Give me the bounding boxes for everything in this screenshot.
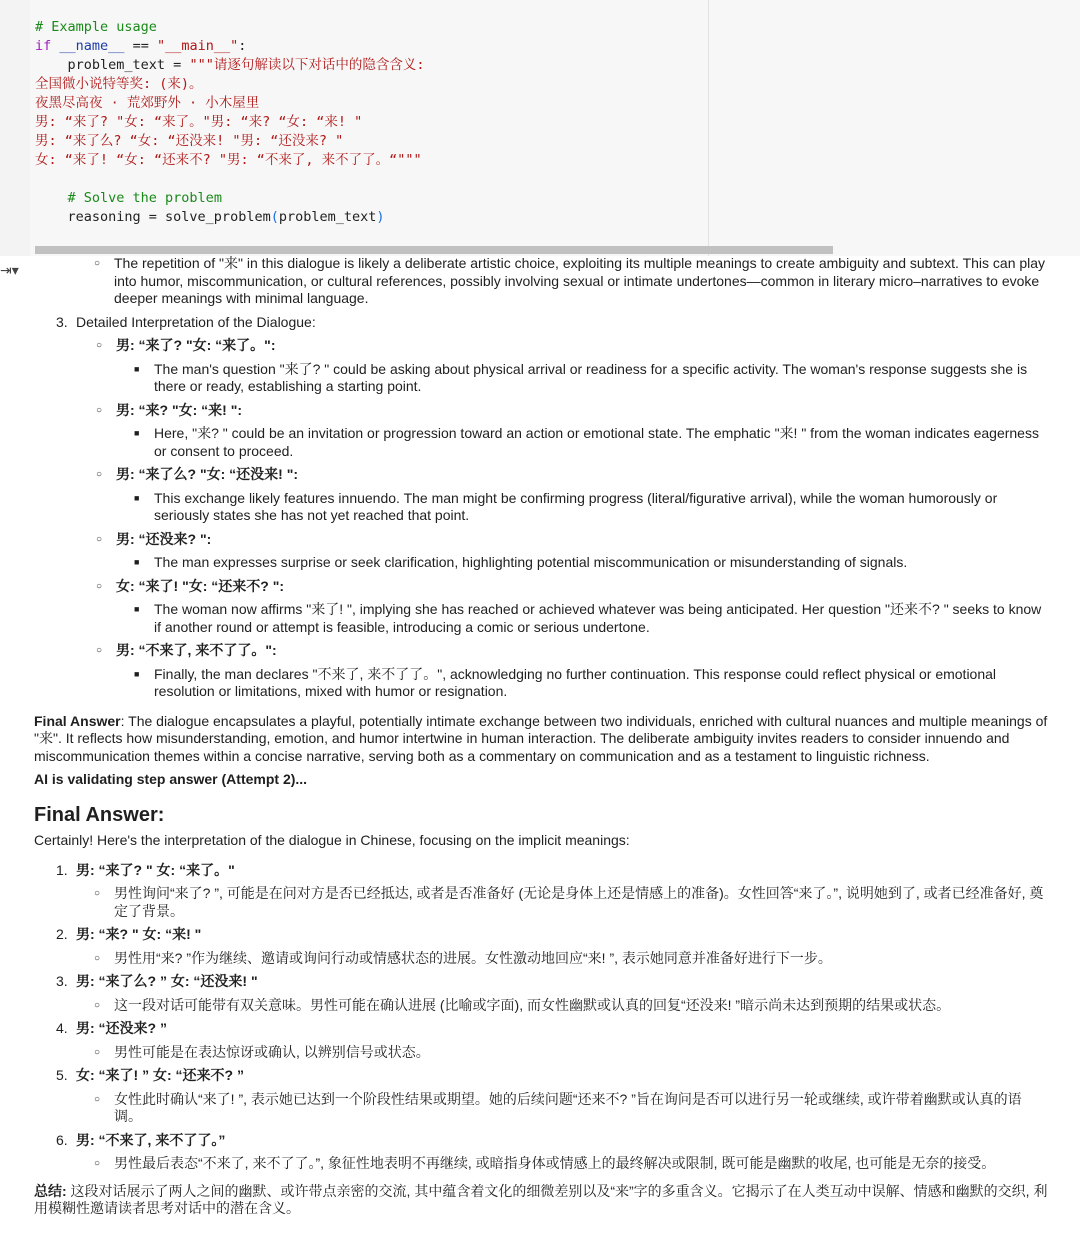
intro-bullet: ○ The repetition of "来" in this dialogue is likely a deliberate artistic choice, exploiting its multiple meanings to create ambiguity and subtext. This can play into humor, miscommunication, or cultural references, possibly involving sexual or intimate undertones—common in literary micro–narratives to evoke deeper meanings with minimal language.	[94, 255, 1046, 306]
list-item	[94, 997, 1049, 1015]
final-item-number: 3.	[56, 973, 68, 989]
list-item	[94, 1091, 1049, 1126]
output-toggle-icon[interactable]: ⇥▾	[0, 263, 19, 279]
section-3: 3. Detailed Interpretation of the Dialogue:	[56, 313, 316, 330]
final-item-heading-text: 男: “来? " 女: “来! "	[76, 926, 202, 942]
subsection-heading-text: 男: “来了么? "女: “还没来! ":	[116, 466, 299, 482]
circle-bullet-icon: ○	[96, 340, 103, 351]
circle-bullet-icon: ○	[96, 533, 103, 545]
square-bullet-icon: ■	[134, 363, 140, 374]
final-item-number: 1.	[56, 861, 68, 878]
list-item	[134, 361, 1049, 396]
circle-bullet-icon: ○	[96, 404, 103, 416]
list-item	[94, 1155, 1049, 1173]
circle-bullet-icon: ○	[94, 1046, 101, 1058]
list-item-text: 女性此时确认“来了! ”, 表示她已达到一个阶段性结果或期望。她的后续问题“还来不? ”旨在询问是否可以进行另一轮或继续, 或许带着幽默或认真的语调。	[114, 1090, 1022, 1124]
code-line: 女: “来了! “女: “还来不? "男: “不来了, 来不了了。“"""	[35, 152, 422, 168]
code-line: 男: “来了? "女: “来了。"男: “来? “女: “来! "	[35, 114, 363, 130]
square-bullet-icon: ■	[134, 557, 140, 567]
final-item-heading	[56, 1132, 1049, 1150]
code-line: 夜黑尽高夜 · 荒郊野外 · 小木屋里	[35, 95, 260, 111]
circle-bullet-icon: ○	[94, 1093, 101, 1105]
square-bullet-icon: ■	[134, 492, 140, 503]
final-item-number: 2.	[56, 926, 68, 942]
circle-bullet-icon: ○	[94, 952, 101, 964]
final-item-heading	[56, 1020, 1049, 1038]
final-intro: Certainly! Here's the interpretation of the dialogue in Chinese, focusing on the implicit meanings:	[34, 832, 630, 848]
final-item-heading-text: 女: “来了! ” 女: “还来不? ”	[76, 1067, 244, 1083]
list-item	[94, 885, 1049, 920]
status-text: AI is validating step answer (Attempt 2)...	[34, 771, 308, 787]
subsection-heading	[96, 578, 1049, 596]
subsection-heading-text: 女: “来了! "女: “还来不? ":	[116, 577, 285, 594]
code-line: 男: “来了么? “女: “还没来! "男: “还没来? "	[35, 133, 344, 149]
subsection-heading	[96, 642, 1049, 660]
square-bullet-icon: ■	[134, 668, 140, 679]
circle-bullet-icon: ○	[96, 469, 103, 480]
subsection-heading	[96, 531, 1049, 549]
list-item-text: Finally, the man declares "不来了, 来不了了。", acknowledging no further continuation. This response could reflect physical or emotional resolution or limitations, mixed with humor or resignation.	[154, 665, 997, 699]
final-item-heading-text: 男: “还没来? ”	[76, 1020, 167, 1036]
final-item-heading	[56, 1067, 1049, 1085]
cell-divider	[708, 0, 709, 256]
list-item-text: The woman now affirms "来了! ", implying she has reached or achieved whatever was being anticipated. Her question "还来不? " seeks to know if another round or attempt is feasible, introducing a comic or serious undertone.	[154, 601, 1042, 635]
code-cell[interactable]	[30, 0, 1080, 256]
list-item-text: The man's question "来了? " could be asking about physical arrival or readiness for a specific activity. The woman's response suggests she is there or ready, establishing a starting point.	[154, 360, 1028, 394]
subsection-heading-text: 男: “来? "女: “来! ":	[116, 401, 243, 418]
final-item-number: 5.	[56, 1067, 68, 1083]
list-item	[94, 1044, 1049, 1062]
final-item-number: 6.	[56, 1131, 68, 1148]
square-bullet-icon: ■	[134, 604, 140, 614]
list-item-text: This exchange likely features innuendo. The man might be confirming progress (literal/figurative arrival), while the woman humorously or seriously states she has not yet reached that point.	[154, 489, 998, 523]
code-line: 全国微小说特等奖: (来)。	[35, 76, 203, 92]
subsection-heading	[96, 466, 1049, 484]
list-item	[134, 490, 1049, 525]
final-item-heading-text: 男: “来了? " 女: “来了。"	[76, 861, 235, 878]
list-item	[134, 554, 1049, 572]
circle-bullet-icon: ○	[94, 999, 101, 1011]
subsection-heading-text: 男: “来了? "女: “来了。":	[116, 337, 276, 353]
code-block: # Example usage if __name__ == "__main__": problem_text = """请逐句解读以下对话中的隐含含义: 全国微小说特等奖: (来)。 夜黑尽高夜 · 荒郊野外 · 小木屋里 男: “来了? "女: “来了。"男: “来? “女: “来! " 男: “来了么? “女: “还没来! "男: “还没来? " 女: “来了! “女: “还来不? "男: “不来了, 来不了了。“""" # Solve the problem reasoning = solve_problem(problem_text)	[35, 19, 425, 225]
list-item	[134, 425, 1049, 460]
list-item-text: 男性最后表态“不来了, 来不了了。”, 象征性地表明不再继续, 或暗指身体或情感上的最终解决或限制, 既可能是幽默的收尾, 也可能是无奈的接受。	[114, 1155, 996, 1171]
list-item-text: 男性询问“来了? ”, 可能是在问对方是否已经抵达, 或者是否准备好 (无论是身体上还是情感上的准备)。女性回答“来了。”, 说明她到了, 或者已经准备好, 奠定了背景。	[114, 885, 1044, 919]
list-item	[134, 666, 1049, 701]
square-bullet-icon: ■	[134, 428, 140, 438]
final-item-heading-text: 男: “不来了, 来不了了。”	[76, 1131, 226, 1148]
list-item-text: The man expresses surprise or seek clarification, highlighting potential miscommunication or misunderstanding of signals.	[154, 554, 908, 570]
list-item	[94, 950, 1049, 968]
subsection-heading-text: 男: “不来了, 来不了了。":	[116, 642, 277, 658]
list-item-text: 这一段对话可能带有双关意味。男性可能在确认进展 (比喻或字面), 而女性幽默或认真的回复“还没来! ”暗示尚未达到预期的结果或状态。	[114, 996, 951, 1013]
final-item-heading-text: 男: “来了么? ” 女: “还没来! "	[76, 973, 258, 989]
circle-bullet-icon: ○	[94, 888, 101, 899]
subsection-heading	[96, 402, 1049, 420]
output-content	[34, 254, 1049, 1218]
list-item-text: 男性可能是在表达惊讶或确认, 以辨别信号或状态。	[114, 1043, 430, 1060]
subsection-heading	[96, 337, 1049, 355]
circle-bullet-icon: ○	[94, 1158, 101, 1169]
circle-bullet-icon: ○	[96, 580, 103, 592]
circle-bullet-icon: ○	[96, 645, 103, 656]
summary: 总结: 这段对话展示了两人之间的幽默、或许带点亲密的交流, 其中蕴含着文化的细微差别以及“来”字的多重含义。它揭示了在人类互动中误解、情感和幽默的交织, 利用模糊性邀请读者思考对话中的潜在含义。	[34, 1182, 1048, 1216]
final-answer-heading: Final Answer:	[34, 803, 165, 826]
code-line: # Example usage	[35, 19, 157, 35]
final-item-heading	[56, 926, 1049, 944]
list-item	[134, 601, 1049, 636]
final-item-number: 4.	[56, 1020, 68, 1036]
list-item-text: 男性用“来? ”作为继续、邀请或询问行动或情感状态的进展。女性激动地回应“来! ”, 表示她同意并准备好进行下一步。	[114, 949, 832, 966]
final-answer-en: Final Answer: The dialogue encapsulates a playful, potentially intimate exchange between two individuals, enriched with cultural nuances and multiple meanings of "来". It reflects how misunderstanding, emotion, and humor intertwine in human interaction. The deliberate ambiguity invites readers to consider innuendo and miscommunication themes within a concise narrative, serving both as a commentary on communication and as a testament to linguistic richness.	[34, 712, 1048, 764]
horizontal-scrollbar[interactable]	[35, 246, 833, 254]
final-item-heading	[56, 862, 1049, 880]
final-item-heading	[56, 973, 1049, 991]
cell-gutter	[0, 0, 30, 256]
list-item-text: Here, "来? " could be an invitation or progression toward an action or emotional state. The emphatic "来! " from the woman indicates eagerness or consent to proceed.	[154, 425, 1039, 459]
section-title: Detailed Interpretation of the Dialogue	[76, 313, 312, 330]
subsection-heading-text: 男: “还没来? ":	[116, 530, 212, 547]
